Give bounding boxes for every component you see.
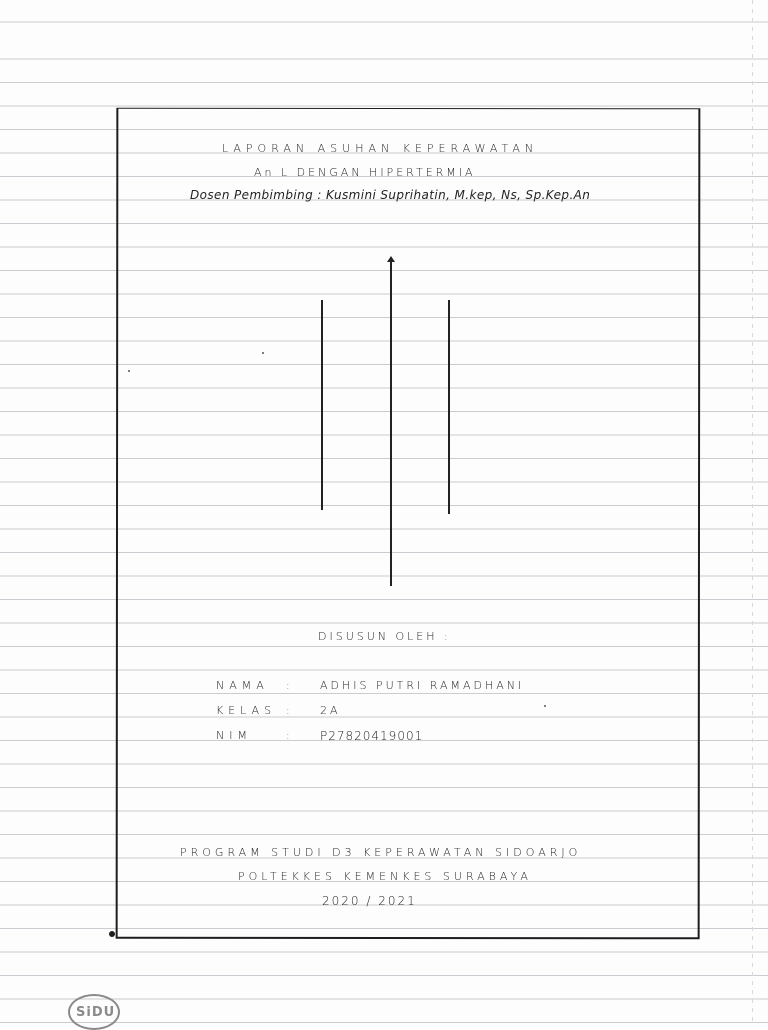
decorative-line-left bbox=[321, 300, 323, 510]
nim-value: P27820419001 bbox=[320, 729, 424, 743]
arrow-tip bbox=[387, 256, 395, 262]
academic-year: 2020 / 2021 bbox=[322, 894, 417, 908]
nim-label: NIM bbox=[216, 729, 252, 742]
name-value: ADHIS PUTRI RAMADHANI bbox=[320, 679, 525, 692]
report-subtitle: An L DENGAN HIPERTERMIA bbox=[254, 166, 476, 179]
nim-colon: : bbox=[286, 729, 295, 742]
compiled-by-heading: DISUSUN OLEH : bbox=[318, 630, 451, 643]
decorative-line-right bbox=[448, 300, 450, 514]
page-border bbox=[116, 108, 701, 940]
report-title: LAPORAN ASUHAN KEPERAWATAN bbox=[222, 142, 539, 155]
supervisor-line: Dosen Pembimbing : Kusmini Suprihatin, M.kep, Ns, Sp.Kep.An bbox=[190, 188, 591, 202]
institution-name: POLTEKKES KEMENKES SURABAYA bbox=[238, 870, 532, 883]
ink-speck bbox=[262, 352, 264, 354]
ink-speck bbox=[128, 370, 130, 372]
name-colon: : bbox=[286, 679, 295, 692]
decorative-line-center bbox=[390, 260, 392, 586]
class-label: KELAS bbox=[216, 704, 277, 717]
sidu-logo-text: SiDU bbox=[76, 1005, 116, 1020]
class-colon: : bbox=[286, 704, 295, 717]
margin-line bbox=[752, 0, 753, 1024]
name-label: NAMA bbox=[216, 679, 269, 692]
ink-speck bbox=[544, 705, 546, 707]
ink-dot bbox=[109, 931, 115, 937]
class-value: 2A bbox=[320, 704, 341, 717]
study-program: PROGRAM STUDI D3 KEPERAWATAN SIDOARJO bbox=[180, 846, 582, 859]
